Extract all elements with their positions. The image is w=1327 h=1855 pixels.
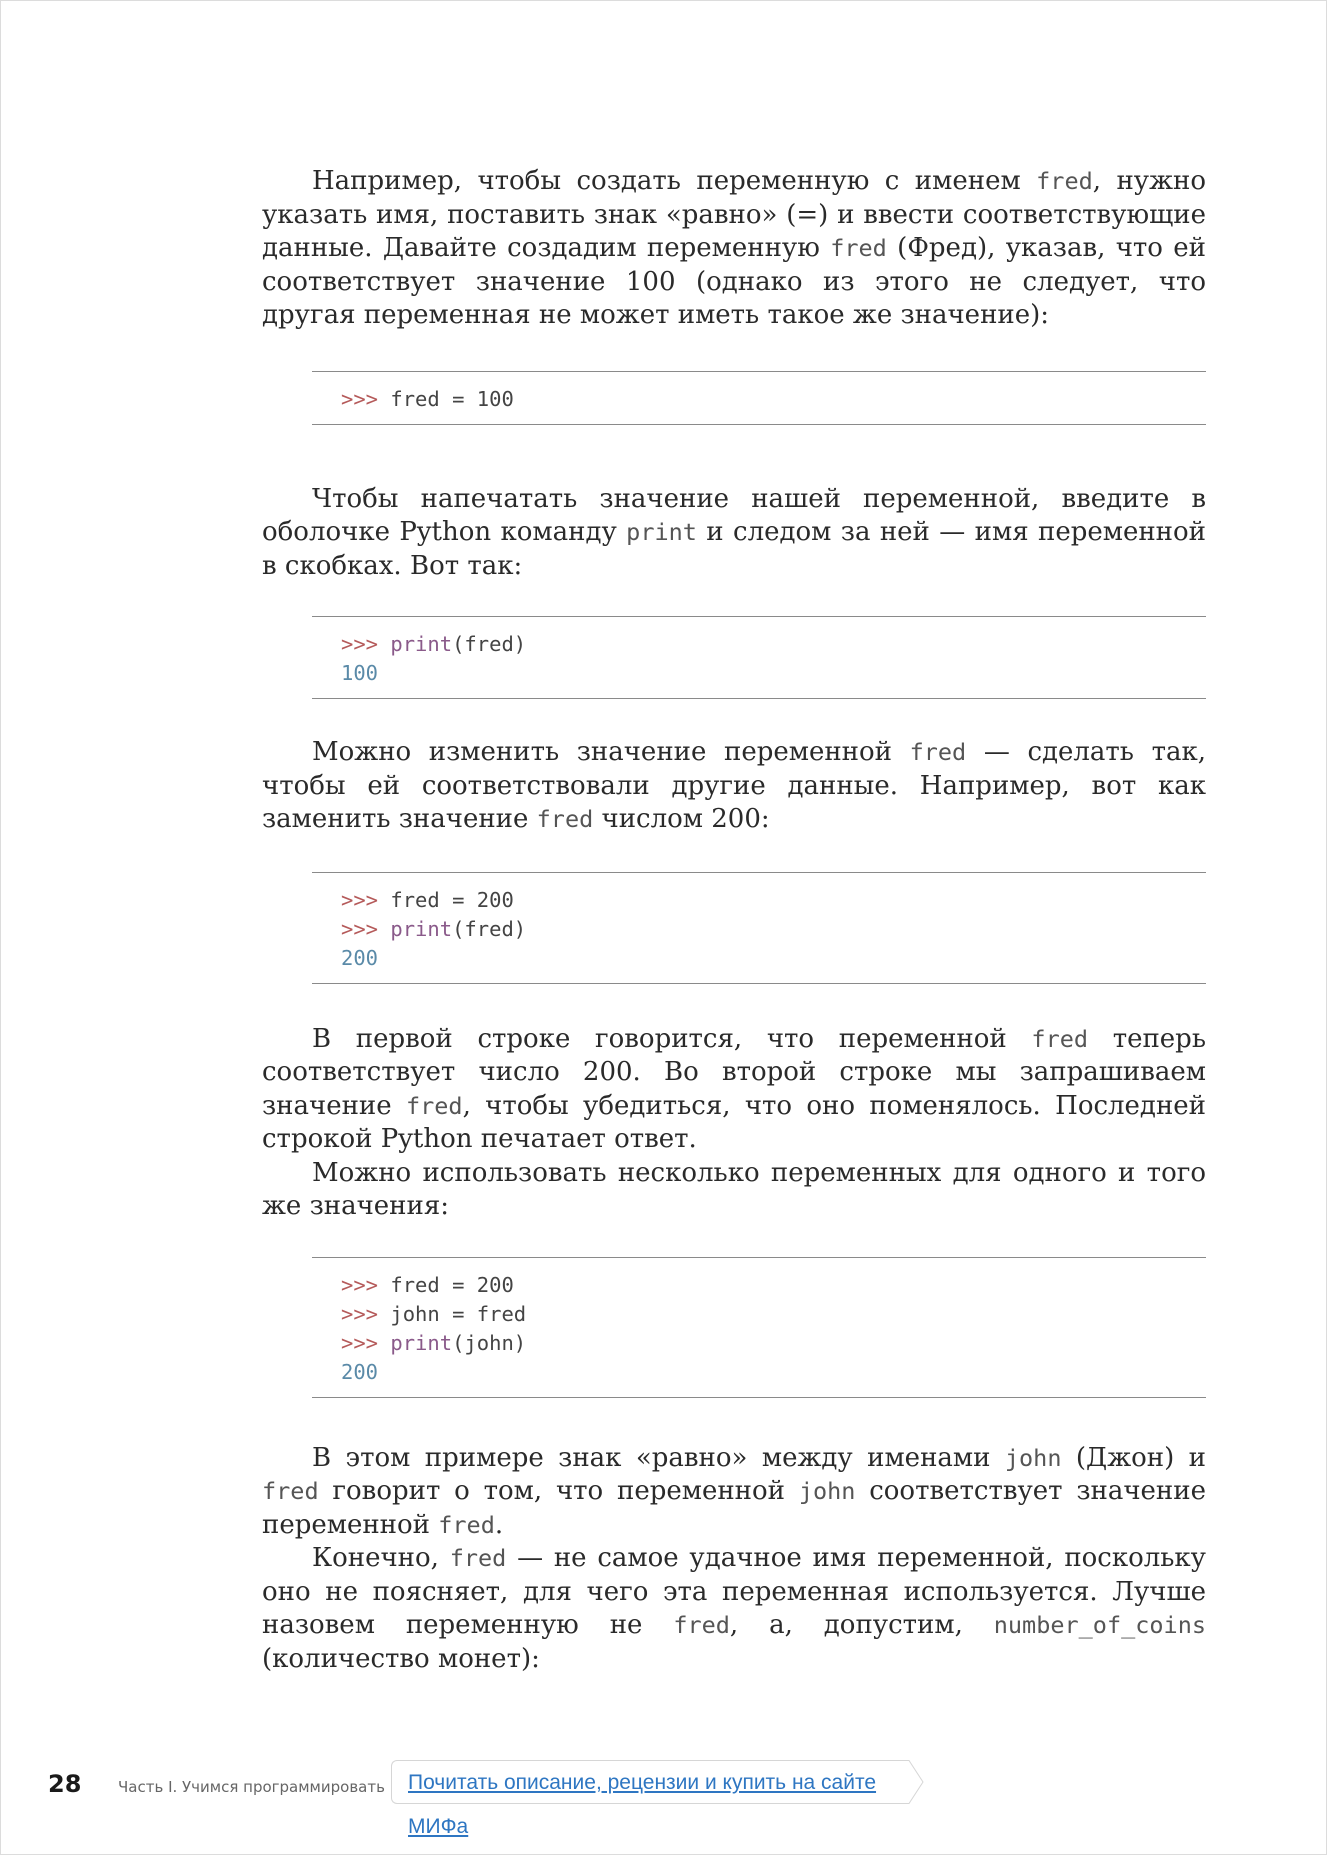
paragraph-4 [262, 1023, 1206, 1157]
prompt-marker: >>> [341, 1301, 391, 1326]
code-line [341, 385, 1206, 414]
paragraph-2 [262, 483, 1206, 584]
inline-code: fred [438, 1510, 495, 1539]
paragraph-text: (Джон) и [1061, 1442, 1206, 1473]
inline-code: fred [536, 805, 594, 833]
prompt-marker: >>> [341, 916, 391, 941]
inline-code: number_of_coins [993, 1611, 1206, 1639]
paragraph-text: Можно использовать несколько переменных для одного и того же значения: [262, 1157, 1206, 1221]
code-output: 200 [341, 945, 379, 970]
code-keyword: print [390, 916, 453, 941]
code-line [341, 944, 1206, 973]
page-content [262, 165, 1206, 1676]
inline-code: print [626, 518, 697, 546]
paragraph-text: , чтобы убедиться, что оно поменялось. Последней строкой Python печатает ответ. [262, 1090, 1206, 1154]
code-line [341, 915, 1206, 944]
code-text: fred = 200 [390, 1272, 514, 1297]
paragraph-3 [262, 736, 1206, 837]
paragraph-1 [262, 165, 1206, 333]
code-text: (fred) [452, 632, 527, 656]
paragraph-text: числом 200: [593, 804, 770, 834]
page-number: 28 [48, 1770, 82, 1798]
code-line [341, 1358, 1206, 1387]
paragraph-text: (количество монет): [262, 1643, 540, 1674]
code-block-2 [312, 616, 1206, 699]
inline-code: john [798, 1477, 856, 1505]
inline-code: fred [262, 1477, 319, 1505]
code-text: fred = 100 [390, 386, 514, 411]
paragraph-text: Можно изменить значение переменной [312, 737, 910, 767]
paragraph-text: — не самое удачное имя переменной, поскольку оно не поясняет, для чего эта переменная используется. Лучше назовем переменную не [262, 1543, 1206, 1640]
inline-code: fred [909, 738, 967, 766]
paragraph-7 [262, 1542, 1206, 1676]
code-line [341, 1300, 1206, 1329]
paragraph-text: , а, допустим, [729, 1610, 994, 1640]
code-block-3 [312, 872, 1206, 984]
buy-link[interactable]: Почитать описание, рецензии и купить на сайте МИФа [391, 1760, 899, 1804]
code-text: (fred) [452, 916, 527, 941]
prompt-marker: >>> [341, 386, 391, 411]
inline-code: fred [830, 234, 887, 262]
paragraph-text: Конечно, [312, 1543, 450, 1573]
paragraph-text: говорит о том, что переменной [318, 1476, 799, 1506]
code-keyword: print [390, 1330, 453, 1355]
code-line [341, 659, 1206, 688]
paragraph-text: Чтобы напечатать значение нашей переменной, введите в оболочке Python команду [262, 483, 1206, 547]
prompt-marker: >>> [341, 632, 391, 656]
code-text: john = fred [390, 1301, 527, 1326]
inline-code: fred [1031, 1024, 1089, 1053]
code-output: 200 [341, 1359, 379, 1384]
paragraph-text: соответствует значение переменной [262, 1476, 1206, 1540]
paragraph-text: В этом примере знак «равно» между именами [312, 1442, 1005, 1473]
page-footer [0, 1760, 1327, 1838]
code-output: 100 [341, 661, 379, 685]
code-line [341, 1329, 1206, 1358]
code-line [341, 630, 1206, 659]
paragraph-text: — сделать так, чтобы ей соответствовали другие данные. Например, вот как заменить значение [262, 737, 1206, 834]
inline-code: fred [1036, 167, 1093, 195]
code-line [341, 1271, 1206, 1300]
paragraph-5 [262, 1157, 1206, 1224]
code-block-4 [312, 1257, 1206, 1398]
prompt-marker: >>> [341, 1330, 391, 1355]
code-block-1 [312, 371, 1206, 425]
prompt-marker: >>> [341, 887, 391, 912]
code-text: fred = 200 [390, 887, 514, 912]
inline-code: john [1004, 1443, 1062, 1472]
paragraph-text: теперь соответствует число 200. Во второй строке мы запрашиваем значение [262, 1023, 1206, 1121]
paragraph-text: В первой строке говорится, что переменной [312, 1023, 1032, 1054]
paragraph-text: . [494, 1509, 504, 1540]
paragraph-text: , нужно указать имя, поставить знак «равно» (=) и ввести соответствующие данные. Давайте создадим переменную [262, 166, 1206, 263]
paragraph-text: Например, чтобы создать переменную с именем [312, 166, 1037, 196]
paragraph-6 [262, 1442, 1206, 1543]
inline-code: fred [405, 1091, 463, 1120]
part-title: Часть I. Учимся программировать [118, 1778, 385, 1796]
inline-code: fred [673, 1611, 730, 1639]
arrow-tab-icon [899, 1760, 943, 1804]
code-text: (john) [452, 1330, 527, 1355]
code-line [341, 886, 1206, 915]
inline-code: fred [449, 1544, 507, 1572]
code-keyword: print [390, 632, 453, 656]
paragraph-text: и следом за ней — имя переменной в скобках. Вот так: [262, 517, 1206, 581]
paragraph-text: (Фред), указав, что ей соответствует значение 100 (однако из этого не следует, что другая переменная не может иметь такое же значение): [262, 233, 1206, 330]
prompt-marker: >>> [341, 1272, 391, 1297]
